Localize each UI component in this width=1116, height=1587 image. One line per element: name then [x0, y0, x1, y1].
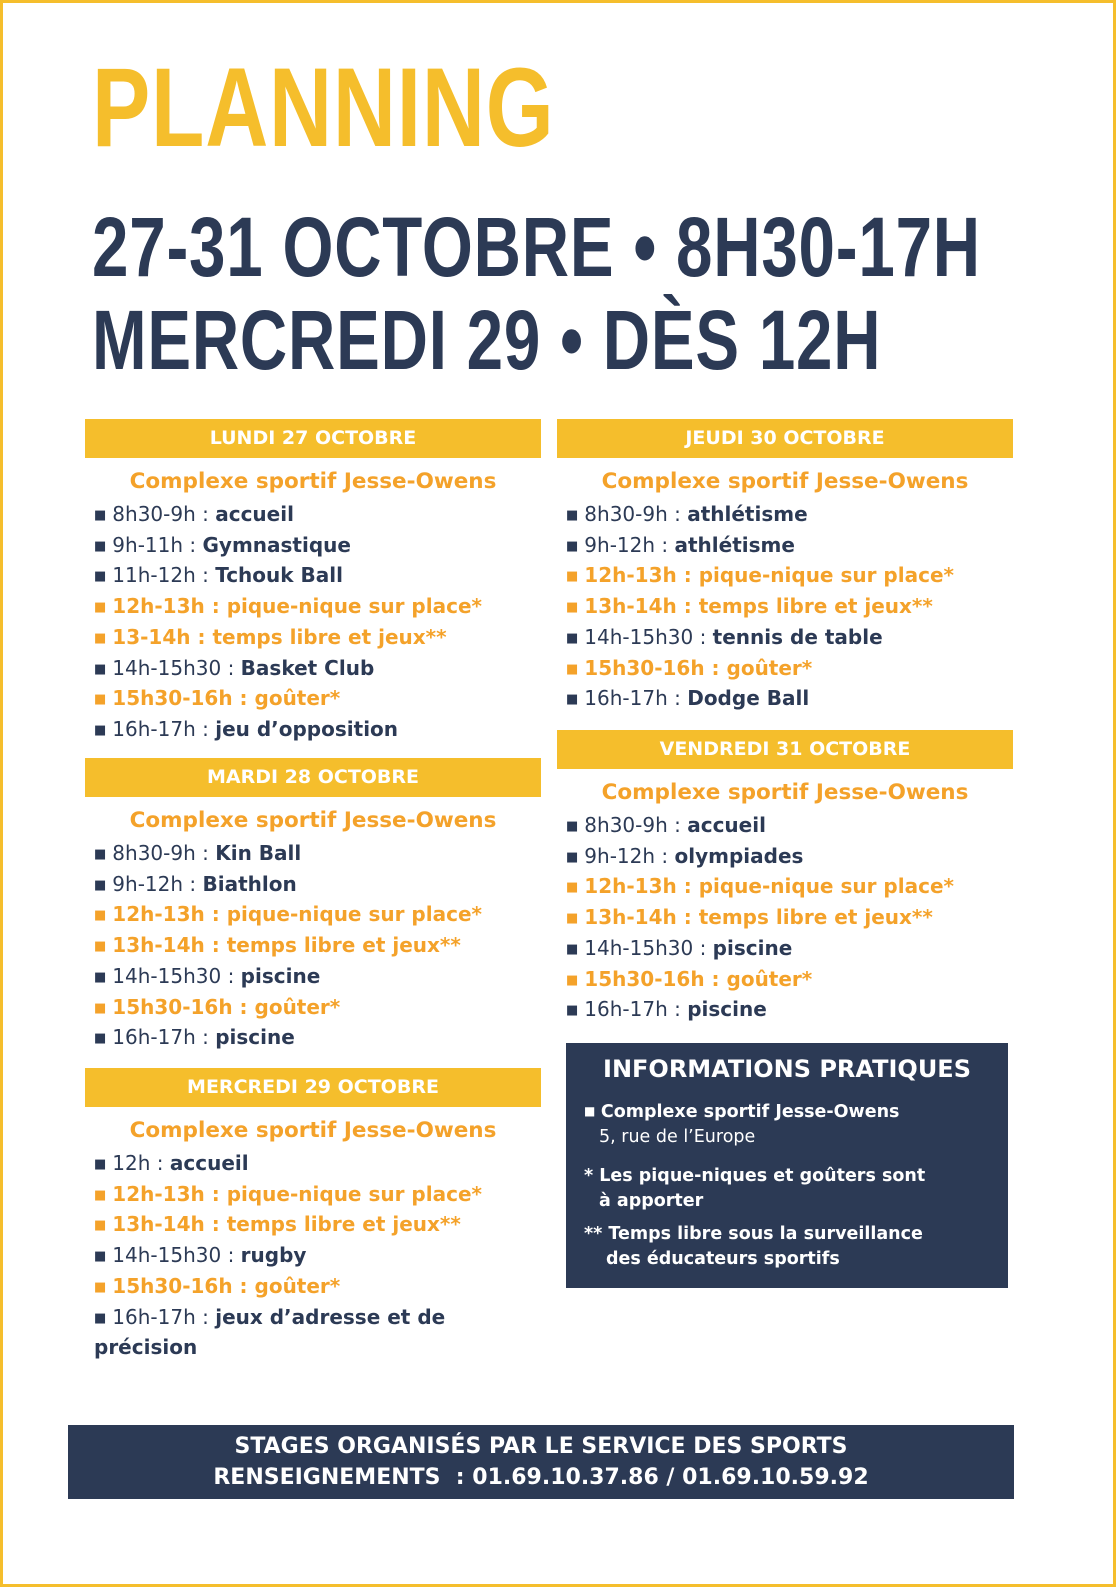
bullet-square-icon: ■	[94, 969, 107, 985]
bullet-square-icon: ■	[94, 1031, 107, 1047]
bullet-square-icon: ■	[584, 1104, 596, 1118]
bullet-square-icon: ■	[566, 819, 579, 834]
activity-item: ■ 12h-13h : pique-nique sur place*	[94, 902, 482, 927]
bullet-square-icon: ■	[94, 630, 107, 646]
bullet-square-icon: ■	[94, 908, 107, 924]
activity-item: ■ 16h-17h : piscine	[566, 997, 767, 1022]
day-header: JEUDI 30 OCTOBRE	[557, 419, 1013, 458]
day-header: VENDREDI 31 OCTOBRE	[557, 730, 1013, 769]
activity-item: ■ 15h30-16h : goûter*	[94, 1273, 341, 1298]
activity-item: ■ 15h30-16h : goûter*	[94, 994, 341, 1019]
venue-name: Complexe sportif Jesse-Owens	[129, 1118, 497, 1143]
activity-item: ■ 12h : accueil	[94, 1151, 249, 1175]
day-header: LUNDI 27 OCTOBRE	[85, 419, 541, 458]
activity-item: ■ 16h-17h : jeux d’adresse et de précision	[94, 1304, 446, 1360]
day-block-lundi	[85, 419, 541, 746]
bullet-square-icon: ■	[566, 661, 579, 677]
bullet-square-icon: ■	[94, 939, 107, 955]
day-block-mardi	[85, 758, 541, 1054]
activity-item: ■ 12h-13h : pique-nique sur place*	[566, 874, 954, 899]
activity-item: ■ 8h30-9h : athlétisme	[566, 502, 808, 526]
info-note-free-time: ** Temps libre sous la surveillance des éducateurs sportifs	[584, 1224, 923, 1269]
activity-item: ■ 13h-14h : temps libre et jeux**	[566, 905, 933, 930]
bullet-square-icon: ■	[566, 1003, 579, 1019]
activity-item: ■ 14h-15h30 : piscine	[566, 935, 793, 960]
bullet-square-icon: ■	[566, 569, 579, 585]
venue-name: Complexe sportif Jesse-Owens	[129, 469, 497, 494]
bullet-square-icon: ■	[566, 911, 579, 927]
page-title: PLANNING	[92, 45, 555, 170]
activity-item: ■ 14h-15h30 : rugby	[94, 1243, 307, 1268]
day-block-vendredi	[557, 730, 1013, 1026]
activity-item: ■ 15h30-16h : goûter*	[566, 655, 813, 680]
activity-item: ■ 9h-11h : Gymnastique	[94, 532, 351, 557]
bullet-square-icon: ■	[566, 538, 579, 554]
bullet-square-icon: ■	[94, 877, 107, 893]
day-header: MARDI 28 OCTOBRE	[85, 758, 541, 797]
activity-item: ■ 9h-12h : athlétisme	[566, 532, 795, 557]
bullet-square-icon: ■	[94, 508, 107, 523]
day-block-mercredi	[85, 1068, 541, 1362]
activity-item: ■ 16h-17h : jeu d’opposition	[94, 716, 399, 741]
bullet-square-icon: ■	[94, 1000, 107, 1016]
bullet-square-icon: ■	[94, 722, 107, 738]
activity-item: ■ 14h-15h30 : Basket Club	[94, 655, 375, 680]
activity-item: ■ 9h-12h : Biathlon	[94, 871, 297, 896]
bullet-square-icon: ■	[94, 1157, 107, 1172]
activity-item: ■ 12h-13h : pique-nique sur place*	[566, 563, 954, 588]
activity-item: ■ 15h30-16h : goûter*	[94, 686, 341, 711]
footer-organizer: STAGES ORGANISÉS PAR LE SERVICE DES SPORTS	[234, 1434, 848, 1459]
activity-item: ■ 14h-15h30 : piscine	[94, 963, 321, 988]
activity-item: ■ 8h30-9h : accueil	[94, 502, 294, 526]
activity-item: ■ 8h30-9h : accueil	[566, 813, 766, 837]
activity-item: ■ 8h30-9h : Kin Ball	[94, 841, 302, 865]
bullet-square-icon: ■	[94, 600, 107, 616]
bullet-square-icon: ■	[94, 1187, 107, 1203]
activity-item: ■ 12h-13h : pique-nique sur place*	[94, 594, 482, 619]
bullet-square-icon: ■	[94, 847, 107, 862]
activity-item: ■ 15h30-16h : goûter*	[566, 966, 813, 991]
bullet-square-icon: ■	[566, 508, 579, 523]
activity-item: ■ 16h-17h : piscine	[94, 1025, 295, 1050]
bullet-square-icon: ■	[566, 692, 579, 708]
venue-name: Complexe sportif Jesse-Owens	[129, 808, 497, 833]
bullet-square-icon: ■	[566, 600, 579, 616]
footer-contact: RENSEIGNEMENTS : 01.69.10.37.86 / 01.69.10.59.92	[213, 1465, 869, 1490]
bullet-square-icon: ■	[94, 569, 107, 585]
activity-list	[557, 500, 1013, 715]
bullet-square-icon: ■	[94, 1218, 107, 1234]
activity-item: ■ 13h-14h : temps libre et jeux**	[94, 933, 461, 958]
info-box	[566, 1043, 1008, 1288]
info-venue: ■ Complexe sportif Jesse-Owens 5, rue de l’Europe	[584, 1102, 900, 1147]
activity-item: ■ 12h-13h : pique-nique sur place*	[94, 1181, 482, 1206]
activity-item: ■ 13h-14h : temps libre et jeux**	[94, 1212, 461, 1237]
activity-list	[85, 1149, 541, 1362]
venue-name: Complexe sportif Jesse-Owens	[601, 780, 969, 805]
dates-hours: 27-31 OCTOBRE • 8H30-17H	[92, 200, 981, 294]
bullet-square-icon: ■	[566, 630, 579, 646]
bullet-square-icon: ■	[94, 538, 107, 554]
wednesday-hours: MERCREDI 29 • DÈS 12H	[92, 293, 882, 387]
bullet-square-icon: ■	[566, 941, 579, 957]
bullet-square-icon: ■	[94, 661, 107, 677]
activity-item: ■ 13h-14h : temps libre et jeux**	[566, 594, 933, 619]
bullet-square-icon: ■	[94, 1249, 107, 1265]
day-block-jeudi	[557, 419, 1013, 715]
activity-item: ■ 11h-12h : Tchouk Ball	[94, 563, 343, 588]
info-note-picnic: * Les pique-niques et goûters sont à apporter	[584, 1166, 926, 1211]
activity-item: ■ 13-14h : temps libre et jeux**	[94, 624, 447, 649]
bullet-square-icon: ■	[94, 692, 107, 708]
activity-list	[85, 500, 541, 746]
activity-list	[557, 811, 1013, 1026]
info-title: INFORMATIONS PRATIQUES	[603, 1055, 971, 1083]
activity-item: ■ 14h-15h30 : tennis de table	[566, 624, 883, 649]
bullet-square-icon: ■	[566, 972, 579, 988]
bullet-square-icon: ■	[566, 880, 579, 896]
activity-list	[85, 839, 541, 1054]
day-header: MERCREDI 29 OCTOBRE	[85, 1068, 541, 1107]
footer-banner	[68, 1425, 1014, 1499]
bullet-square-icon: ■	[566, 849, 579, 865]
bullet-square-icon: ■	[94, 1310, 107, 1326]
venue-name: Complexe sportif Jesse-Owens	[601, 469, 969, 494]
activity-item: ■ 9h-12h : olympiades	[566, 843, 804, 868]
bullet-square-icon: ■	[94, 1279, 107, 1295]
activity-item: ■ 16h-17h : Dodge Ball	[566, 686, 810, 711]
